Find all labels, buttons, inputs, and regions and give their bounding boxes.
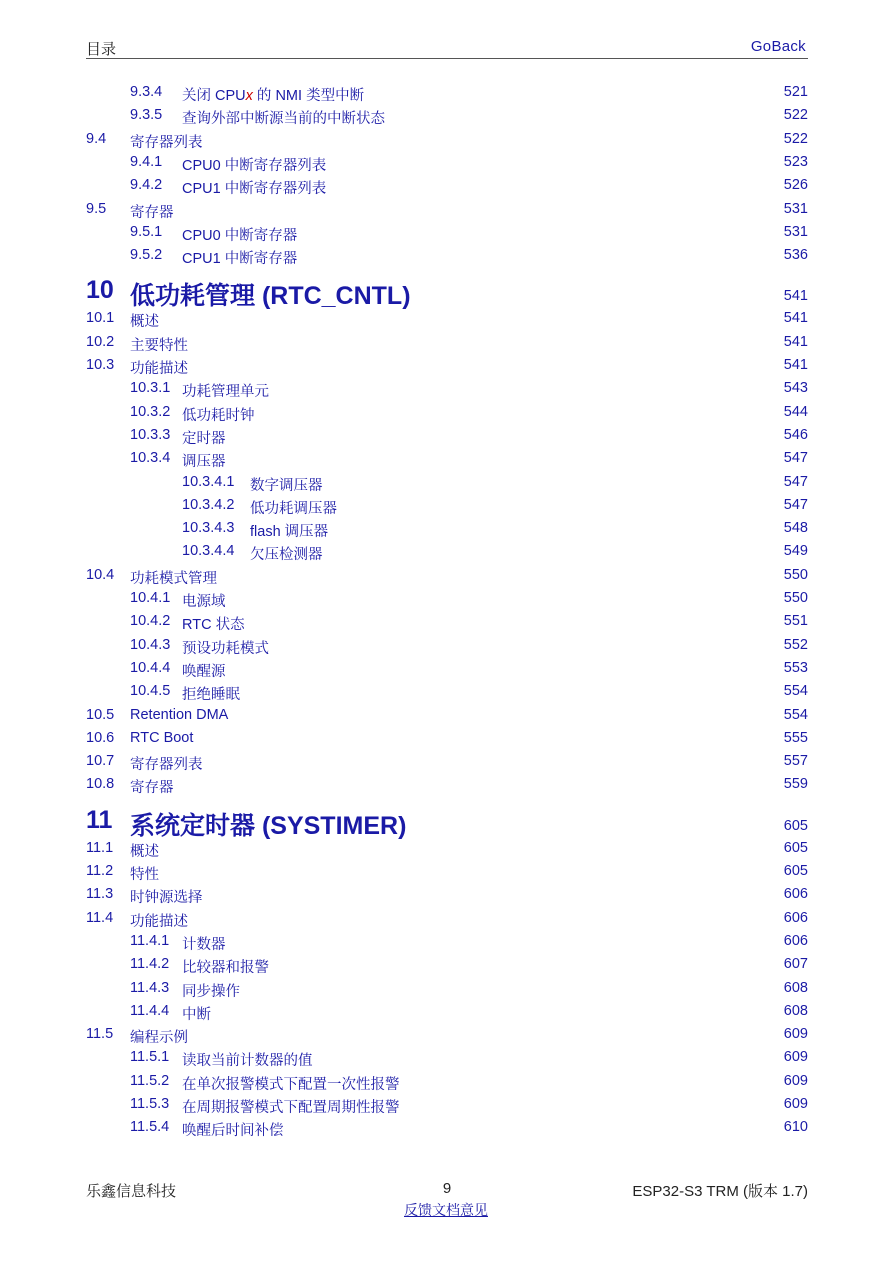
toc-entry-number: 10.5 <box>86 706 115 723</box>
toc-entry-page: 606 <box>783 909 808 926</box>
toc-entry-number: 11.4.2 <box>130 956 170 973</box>
toc-entry-title: 寄存器列表 <box>130 134 203 151</box>
toc-entry[interactable] <box>0 1119 892 1141</box>
toc-entry[interactable] <box>0 637 892 659</box>
toc-entry-title: 寄存器 <box>130 780 174 797</box>
toc-entry-title: 唤醒源 <box>182 663 226 680</box>
toc-entry-number: 11.5.3 <box>130 1096 170 1112</box>
toc-entry-page: 557 <box>783 753 808 770</box>
toc-entry-number: 9.4.2 <box>130 177 163 194</box>
toc-entry-page: 531 <box>783 223 808 240</box>
toc-entry-number: 11.5.2 <box>130 1072 170 1089</box>
toc-entry-number: 9.4.1 <box>130 153 163 170</box>
toc-entry[interactable] <box>0 1003 892 1025</box>
toc-entry[interactable] <box>0 201 892 223</box>
toc-entry[interactable] <box>0 154 892 176</box>
toc-entry-number: 11.3 <box>86 886 114 903</box>
toc-entry-number: 10.3.4.4 <box>182 543 235 560</box>
toc-entry[interactable] <box>0 404 892 426</box>
footer-company: 乐鑫信息科技 <box>86 1183 177 1200</box>
toc-entry[interactable] <box>0 707 892 729</box>
toc-entry-number: 9.3.4 <box>130 84 163 100</box>
toc-entry-page: 548 <box>783 520 808 537</box>
toc-entry-page: 553 <box>783 659 808 676</box>
toc-entry-page: 554 <box>783 683 808 700</box>
toc-entry-title: 寄存器 <box>130 204 174 221</box>
toc-entry-title: CPU0 中断寄存器 <box>182 227 298 244</box>
toc-entry-title: 功能描述 <box>130 913 188 930</box>
toc-entry-page: 541 <box>783 310 808 327</box>
goback-link[interactable]: GoBack <box>750 38 806 55</box>
toc-entry-title: 功耗模式管理 <box>130 570 217 587</box>
toc-entry-number: 11 <box>86 805 113 834</box>
toc-entry-page: 522 <box>783 130 808 147</box>
feedback-area <box>0 1200 892 1220</box>
toc-entry[interactable] <box>0 980 892 1002</box>
toc-entry-page: 550 <box>783 590 808 606</box>
toc-entry-number: 10.8 <box>86 776 115 793</box>
toc-entry-title: 寄存器列表 <box>130 757 203 774</box>
toc-entry-title: 在周期报警模式下配置周期性报警 <box>182 1100 400 1116</box>
toc-entry-title-part: 的 NMI 类型中断 <box>252 88 365 104</box>
toc-entry-number: 10.4.3 <box>130 636 171 653</box>
toc-entry[interactable] <box>0 910 892 932</box>
footer-doc-version: ESP32-S3 TRM (版本 1.7) <box>632 1183 808 1200</box>
toc-entry-page: 523 <box>783 153 808 170</box>
toc-entry-number: 11.4.4 <box>130 1002 170 1019</box>
toc-entry-page: 521 <box>783 84 808 100</box>
toc-entry-page: 606 <box>783 932 808 949</box>
toc-entry-page: 547 <box>783 450 808 467</box>
header-section-title: 目录 <box>86 41 117 58</box>
toc-entry[interactable] <box>0 427 892 449</box>
toc-entry[interactable] <box>0 933 892 955</box>
toc-entry[interactable] <box>0 543 892 565</box>
toc-entry-title: flash 调压器 <box>250 524 329 541</box>
toc-entry-number: 10.7 <box>86 753 115 770</box>
toc-entry[interactable] <box>0 334 892 356</box>
toc-entry-page: 609 <box>783 1049 808 1066</box>
toc-entry-number: 10.4.1 <box>130 590 171 606</box>
toc-chapter-entry[interactable] <box>0 805 892 840</box>
toc-entry-title: 数字调压器 <box>250 477 323 494</box>
toc-entry-title: 主要特性 <box>130 337 188 354</box>
toc-entry-title: 低功耗管理 (RTC_CNTL) <box>130 282 411 311</box>
toc-entry-number: 9.5.1 <box>130 223 163 240</box>
toc-entry[interactable] <box>0 776 892 798</box>
toc-entry-number: 10.3.4 <box>130 450 171 467</box>
toc-entry[interactable] <box>0 310 892 332</box>
toc-entry-title: 定时器 <box>182 430 226 447</box>
toc-entry-page: 555 <box>783 729 808 746</box>
toc-entry-number: 11.4.3 <box>130 979 170 996</box>
toc-entry[interactable] <box>0 131 892 153</box>
toc-entry-page: 531 <box>783 200 808 217</box>
toc-entry-number: 11.5 <box>86 1026 114 1043</box>
toc-entry-title: CPU0 中断寄存器列表 <box>182 157 327 174</box>
toc-entry[interactable] <box>0 247 892 269</box>
toc-entry-number: 11.5.1 <box>130 1049 170 1066</box>
toc-entry-number: 11.4 <box>86 909 114 926</box>
toc-entry[interactable] <box>0 1096 892 1118</box>
toc-entry-page: 609 <box>783 1072 808 1089</box>
toc-entry-title: RTC Boot <box>130 729 194 746</box>
toc-entry-number: 10.2 <box>86 333 115 350</box>
toc-entry-page: 610 <box>783 1119 808 1136</box>
toc-entry[interactable] <box>0 613 892 635</box>
toc-entry[interactable] <box>0 107 892 129</box>
toc-entry-page: 605 <box>783 817 808 834</box>
toc-entry-title: 在单次报警模式下配置一次性报警 <box>182 1076 400 1093</box>
toc-chapter-entry[interactable] <box>0 276 892 311</box>
toc-entry-page: 606 <box>783 886 808 903</box>
toc-entry-number: 11.2 <box>86 863 114 879</box>
toc-entry[interactable] <box>0 840 892 862</box>
toc-entry-page: 526 <box>783 177 808 194</box>
toc-entry-title: 欠压检测器 <box>250 547 323 564</box>
toc-entry-number: 10.3.3 <box>130 426 171 443</box>
toc-entry-title-variable: x <box>245 88 253 104</box>
toc-entry[interactable] <box>0 224 892 246</box>
toc-entry-number: 11.1 <box>86 839 114 856</box>
toc-entry-page: 605 <box>783 863 808 879</box>
toc-entry-page: 559 <box>783 776 808 793</box>
toc-entry-number: 9.5.2 <box>130 247 163 264</box>
toc-entry-title: 电源域 <box>182 594 226 610</box>
toc-entry-page: 544 <box>783 403 808 420</box>
toc-entry-number: 10.3.4.2 <box>182 496 235 513</box>
toc-entry-page: 549 <box>783 543 808 560</box>
toc-entry[interactable] <box>0 956 892 978</box>
toc-entry[interactable] <box>0 84 892 106</box>
footer-page-number: 9 <box>442 1180 452 1197</box>
toc-entry-title: 拒绝睡眠 <box>182 687 240 704</box>
toc-entry-title: 中断 <box>182 1006 211 1023</box>
toc-entry-title: 查询外部中断源当前的中断状态 <box>182 111 385 128</box>
toc-entry-page: 608 <box>783 979 808 996</box>
toc-entry-page: 536 <box>783 247 808 264</box>
toc-entry-number: 11.5.4 <box>130 1119 170 1136</box>
toc-entry-page: 605 <box>783 839 808 856</box>
toc-entry-page: 547 <box>783 496 808 513</box>
toc-entry-page: 541 <box>783 357 808 373</box>
page-footer <box>86 1180 808 1200</box>
toc-entry-page: 554 <box>783 706 808 723</box>
toc-entry-number: 10.4 <box>86 566 115 583</box>
toc-entry-number: 9.3.5 <box>130 107 163 124</box>
toc-entry-title: 时钟源选择 <box>130 890 203 907</box>
toc-entry-title-part: 关闭 CPU <box>182 88 246 104</box>
toc-entry-title: 计数器 <box>182 936 226 953</box>
toc-entry-number: 11.4.1 <box>130 932 170 949</box>
toc-entry[interactable] <box>0 567 892 589</box>
toc-entry[interactable] <box>0 590 892 612</box>
toc-entry-title: CPU1 中断寄存器列表 <box>182 181 327 198</box>
toc-entry-title: 低功耗调压器 <box>250 500 337 517</box>
toc-entry-number: 10.1 <box>86 310 115 327</box>
toc-entry[interactable] <box>0 683 892 705</box>
toc-entry-number: 9.5 <box>86 200 107 217</box>
toc-entry[interactable] <box>0 863 892 885</box>
toc-entry[interactable] <box>0 497 892 519</box>
toc-entry-title: RTC 状态 <box>182 617 245 634</box>
toc-entry-page: 607 <box>783 956 808 973</box>
toc-entry-page: 522 <box>783 107 808 124</box>
toc-entry-page: 550 <box>783 566 808 583</box>
toc-entry-title: 比较器和报警 <box>182 960 269 977</box>
toc-entry[interactable] <box>0 660 892 682</box>
toc-entry-number: 10.3.4.1 <box>182 473 235 490</box>
toc-entry[interactable] <box>0 1049 892 1071</box>
toc-entry-page: 551 <box>783 613 808 630</box>
toc-entry-number: 10.3.1 <box>130 380 171 397</box>
toc-entry-title: 读取当前计数器的值 <box>182 1053 313 1070</box>
toc-entry[interactable] <box>0 520 892 542</box>
toc-entry-title: 概述 <box>130 843 159 860</box>
toc-entry-title: 预设功耗模式 <box>182 640 269 657</box>
toc-entry-title: 功能描述 <box>130 361 188 377</box>
toc-entry-number: 10.3.2 <box>130 403 171 420</box>
toc-entry-number: 10.6 <box>86 729 115 746</box>
toc-entry-page: 541 <box>783 333 808 350</box>
toc-entry-title: 系统定时器 (SYSTIMER) <box>130 811 407 840</box>
toc-entry-number: 10.4.4 <box>130 659 171 676</box>
toc-entry-title: 编程示例 <box>130 1030 188 1047</box>
feedback-link[interactable]: 反馈文档意见 <box>404 1202 488 1218</box>
toc-entry-page: 546 <box>783 426 808 443</box>
toc-entry-title: 同步操作 <box>182 983 240 1000</box>
toc-entry-title: 功耗管理单元 <box>182 384 269 401</box>
toc-entry[interactable] <box>0 474 892 496</box>
toc-entry-number: 10.4.2 <box>130 613 171 630</box>
toc-entry-title: 调压器 <box>182 454 226 471</box>
toc-entry[interactable] <box>0 1026 892 1048</box>
toc-entry-page: 552 <box>783 636 808 653</box>
toc-entry-number: 10.3.4.3 <box>182 520 235 537</box>
toc-entry[interactable] <box>0 380 892 402</box>
toc-entry[interactable] <box>0 177 892 199</box>
toc-entry-page: 609 <box>783 1026 808 1043</box>
toc-entry[interactable] <box>0 753 892 775</box>
toc-entry[interactable] <box>0 1073 892 1095</box>
toc-entry-page: 547 <box>783 473 808 490</box>
toc-entry-title: 特性 <box>130 867 159 883</box>
toc-entry-number: 9.4 <box>86 130 107 147</box>
toc-entry-page: 543 <box>783 380 808 397</box>
toc-entry[interactable] <box>0 730 892 752</box>
toc-entry-title: 概述 <box>130 314 159 331</box>
toc-entry[interactable] <box>0 450 892 472</box>
toc-entry-title: 唤醒后时间补偿 <box>182 1123 284 1140</box>
toc-entry-page: 609 <box>783 1096 808 1112</box>
toc-entry[interactable] <box>0 357 892 379</box>
toc-entry-page: 608 <box>783 1002 808 1019</box>
toc-entry-page: 541 <box>783 288 808 305</box>
toc-entry-number: 10.4.5 <box>130 683 171 700</box>
toc-entry-title: CPU1 中断寄存器 <box>182 251 298 268</box>
toc-entry-number: 10.3 <box>86 357 115 373</box>
toc-entry-title: Retention DMA <box>130 706 229 723</box>
toc-entry[interactable] <box>0 886 892 908</box>
toc-entry-title <box>182 84 364 105</box>
toc-entry-title: 低功耗时钟 <box>182 407 255 424</box>
toc-entry-number: 10 <box>86 276 114 305</box>
